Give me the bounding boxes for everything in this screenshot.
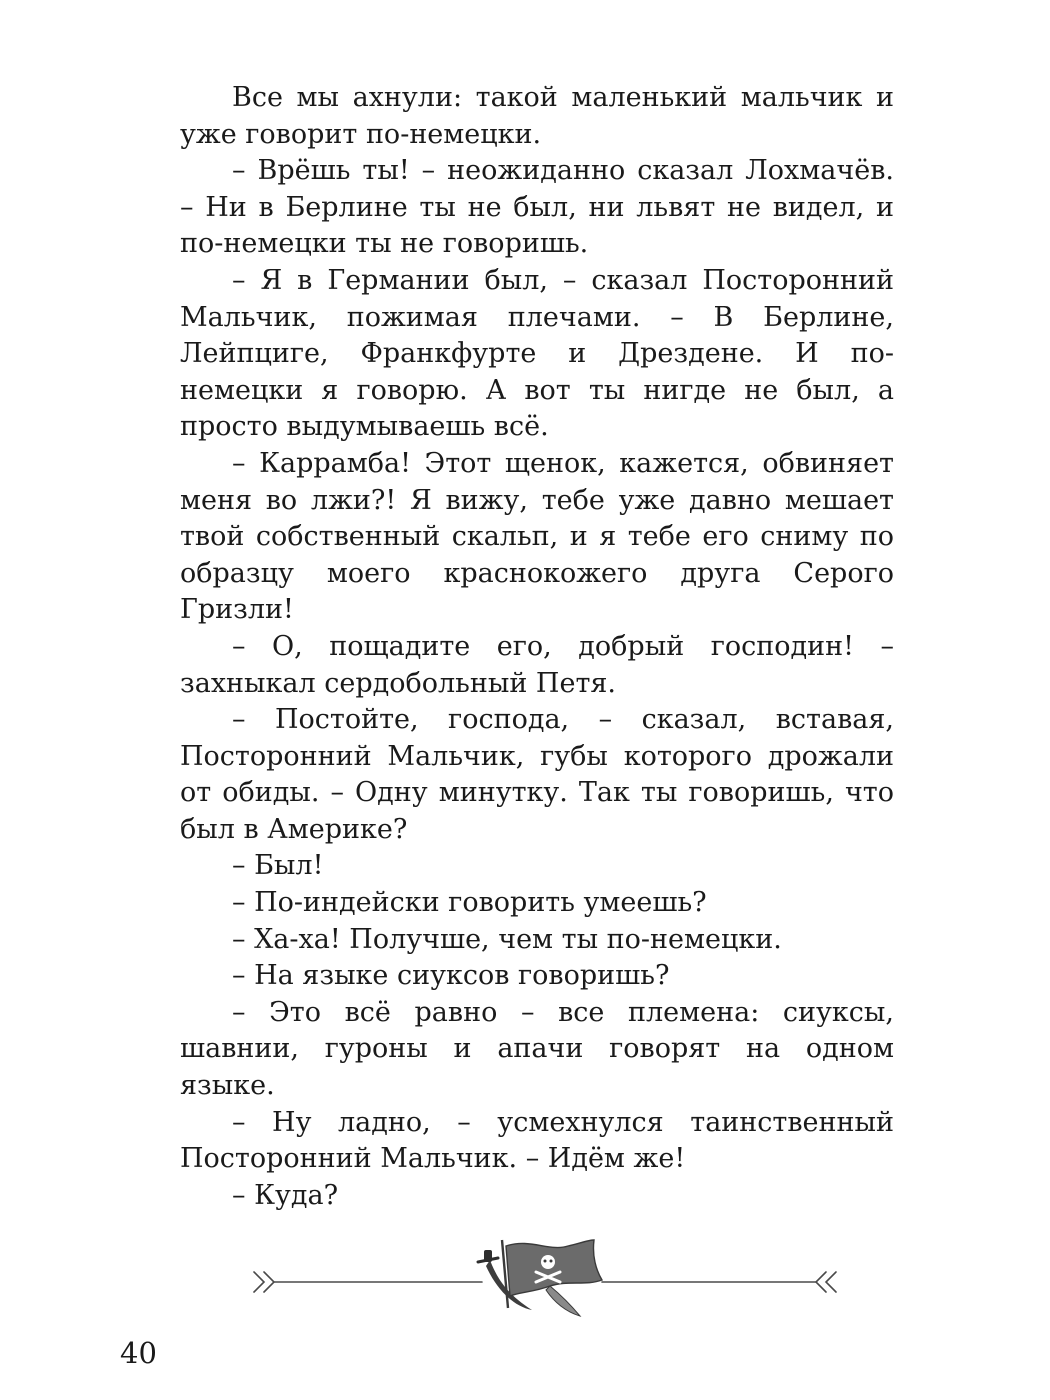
paragraph: – По-индейски говорить умеешь? <box>232 887 707 919</box>
paragraph: – Я в Германии был, – сказал Посторонний Мальчик, пожимая плечами. – В Берлине, Лейпциге, Франкфурте и Дрездене. И по-немецки я говорю. А вот ты нигде не был, а просто выдумываешь всё. <box>180 264 894 443</box>
paragraph: – Врёшь ты! – неожиданно сказал Лохмачёв. – Ни в Берлине ты не был, ни львят не видел, и по-немецки ты не говоришь. <box>180 155 894 260</box>
paragraph: – О, пощадите его, добрый господин! – захныкал сердобольный Петя. <box>180 630 894 699</box>
paragraph: Все мы ахнули: такой маленький мальчик и уже говорит по-немецки. <box>180 82 894 150</box>
paragraph: – Каррамба! Этот щенок, кажется, обвиняет меня во лжи?! Я вижу, тебе уже давно мешает твой собственный скальп, и я тебе его сниму по образцу моего краснокожего друга Серого Гризли! <box>180 447 894 626</box>
right-arrow-fletching <box>816 1272 836 1292</box>
paragraph: – Куда? <box>232 1179 339 1211</box>
page-number: 40 <box>120 1336 157 1370</box>
paragraph: – Был! <box>232 850 324 882</box>
paragraph: – Постойте, господа, – сказал, вставая, Посторонний Мальчик, губы которого дрожали от обиды. – Одну минутку. Так ты говоришь, что был в Америке? <box>180 704 894 845</box>
flag-icon <box>502 1240 602 1316</box>
paragraph: – Ха-ха! Получше, чем ты по-немецки. <box>232 923 782 955</box>
left-arrow-fletching <box>254 1272 274 1292</box>
paragraph: – Ну ладно, – усмехнулся таинственный Посторонний Мальчик. – Идём же! <box>180 1106 894 1175</box>
paragraph: – На языке сиуксов говоришь? <box>232 960 670 992</box>
pirate-flag-ornament-icon <box>250 1236 840 1320</box>
paragraph: – Это всё равно – все племена: сиуксы, шавнии, гуроны и апачи говорят на одном языке. <box>180 996 894 1102</box>
page-text <box>180 80 894 1214</box>
